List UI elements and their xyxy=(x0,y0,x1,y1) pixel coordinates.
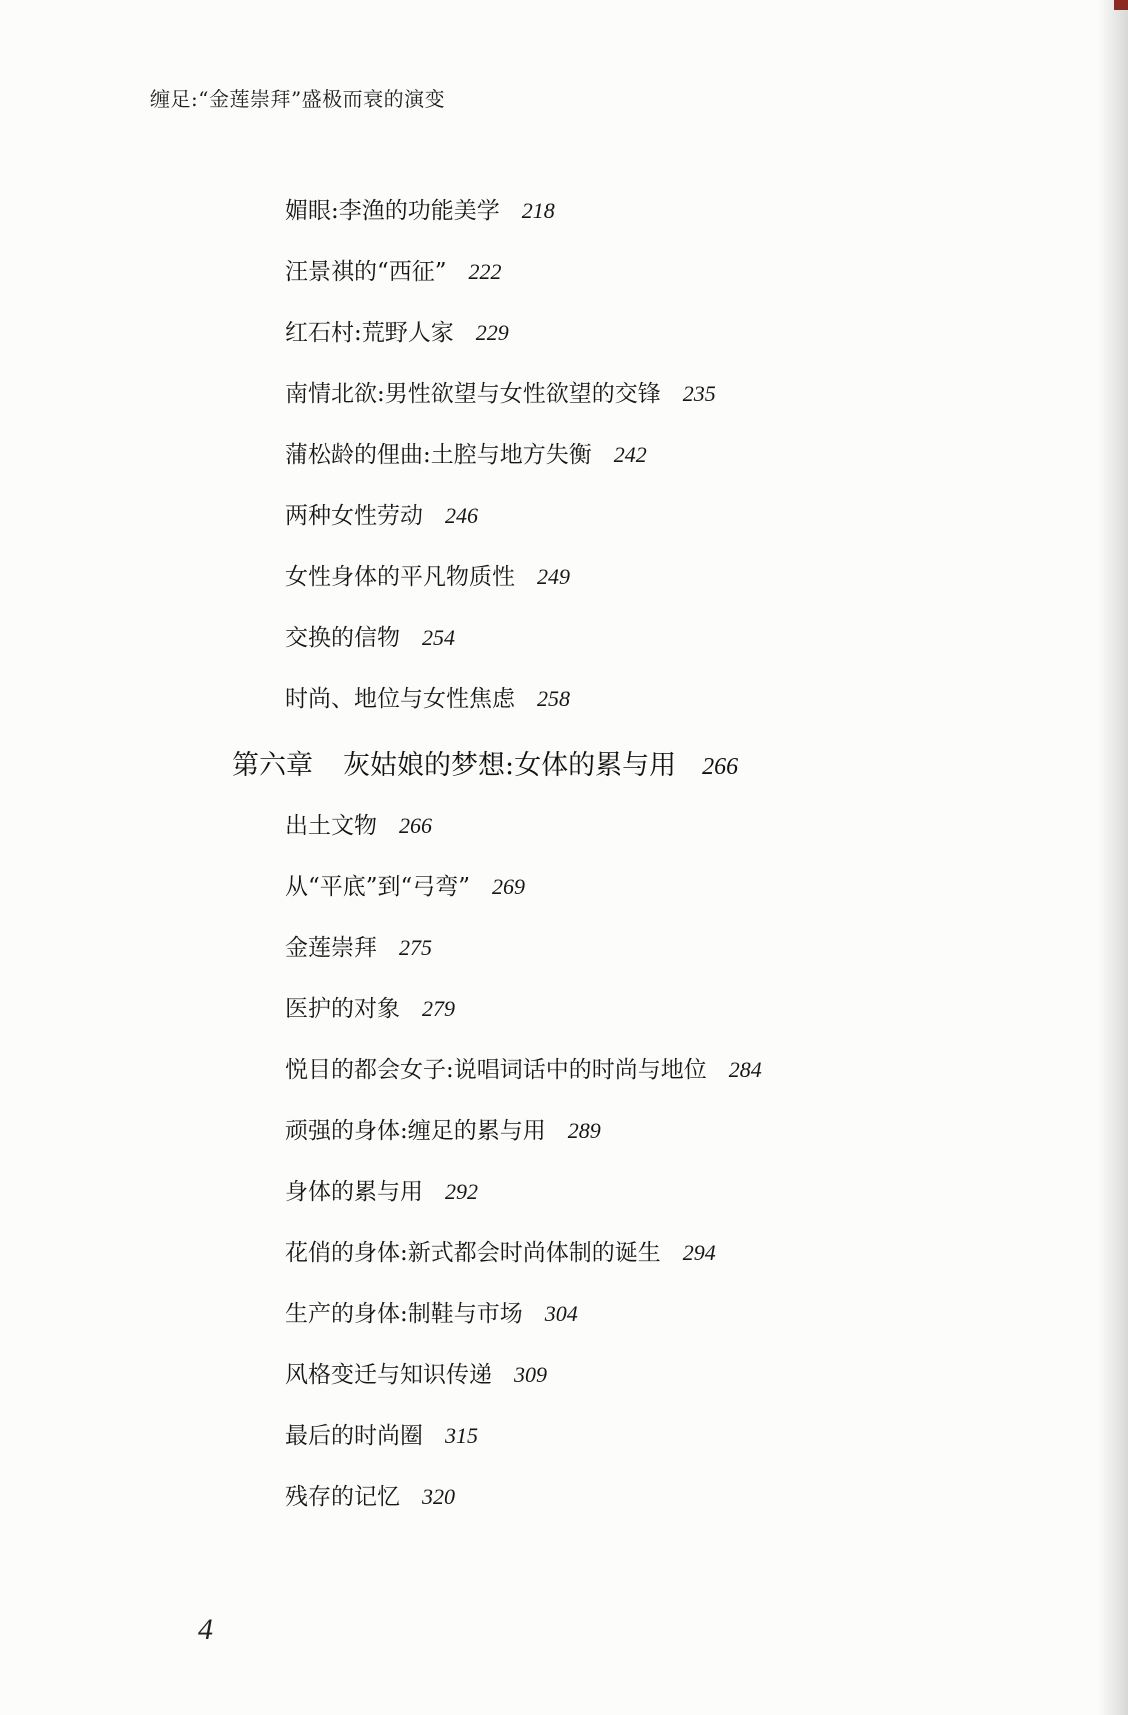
chapter-heading xyxy=(232,743,738,782)
toc-entry xyxy=(285,807,432,840)
toc-entry-page: 229 xyxy=(475,320,509,345)
toc-entry-title: 南情北欲:男性欲望与女性欲望的交锋 xyxy=(285,381,661,407)
toc-entry xyxy=(285,314,509,347)
toc-entry-page: 304 xyxy=(544,1301,578,1326)
toc-entry xyxy=(285,192,555,225)
toc-entry-page: 275 xyxy=(399,935,432,960)
toc-entry xyxy=(285,558,570,591)
toc-entry-page: 222 xyxy=(468,259,502,284)
toc-entry xyxy=(285,1051,762,1084)
toc-entry-title: 红石村:荒野人家 xyxy=(285,320,454,346)
toc-entry-page: 309 xyxy=(514,1362,547,1387)
scan-edge-mark xyxy=(1114,0,1128,10)
running-head: 缠足:“金莲崇拜”盛极而衰的演变 xyxy=(150,87,446,111)
toc-entry xyxy=(285,1173,478,1206)
toc-entry-title: 时尚、地位与女性焦虑 xyxy=(285,686,515,712)
toc-entry xyxy=(285,990,455,1023)
toc-entry-page: 292 xyxy=(445,1179,478,1204)
toc-entry-title: 风格变迁与知识传递 xyxy=(285,1362,492,1388)
toc-entry-title: 顽强的身体:缠足的累与用 xyxy=(285,1118,546,1144)
toc-entry-title: 从“平底”到“弓弯” xyxy=(285,874,471,900)
toc-entry-page: 269 xyxy=(492,874,526,899)
toc-entry xyxy=(285,375,716,408)
toc-entry xyxy=(285,868,525,901)
toc-entry-page: 294 xyxy=(682,1240,716,1265)
toc-entry xyxy=(285,1112,601,1145)
page-number: 4 xyxy=(198,1613,213,1646)
toc-entry-title: 媚眼:李渔的功能美学 xyxy=(285,198,500,224)
toc-entry-title: 生产的身体:制鞋与市场 xyxy=(285,1301,523,1327)
toc-entry-page: 266 xyxy=(399,813,432,838)
toc-entry-title: 出土文物 xyxy=(285,813,377,839)
chapter-page: 266 xyxy=(702,754,739,780)
toc-entry-page: 254 xyxy=(422,625,455,650)
toc-entry xyxy=(285,253,502,286)
toc-entry xyxy=(285,497,478,530)
toc-entry-title: 两种女性劳动 xyxy=(285,503,423,529)
toc-entry xyxy=(285,1295,578,1328)
toc-entry-page: 218 xyxy=(521,198,555,223)
toc-entry-page: 289 xyxy=(567,1118,601,1143)
toc-entry-page: 242 xyxy=(613,442,647,467)
toc-entry xyxy=(285,1417,478,1450)
toc-entry-title: 汪景祺的“西征” xyxy=(285,259,447,285)
toc-entry-title: 花俏的身体:新式都会时尚体制的诞生 xyxy=(285,1240,661,1266)
toc-entry xyxy=(285,1234,716,1267)
toc-entry-title: 金莲崇拜 xyxy=(285,935,377,961)
toc-entry-title: 身体的累与用 xyxy=(285,1179,423,1205)
chapter-title: 灰姑娘的梦想:女体的累与用 xyxy=(343,750,677,781)
toc-entry xyxy=(285,680,570,713)
toc-entry xyxy=(285,1478,455,1511)
toc-entry xyxy=(285,436,647,469)
scan-edge-shadow xyxy=(1098,0,1128,1715)
toc-entry-title: 悦目的都会女子:说唱词话中的时尚与地位 xyxy=(285,1057,707,1083)
toc-entry-page: 279 xyxy=(422,996,455,1021)
toc-entry xyxy=(285,619,455,652)
toc-entry-page: 249 xyxy=(537,564,570,589)
toc-entry xyxy=(285,1356,547,1389)
toc-entry-title: 女性身体的平凡物质性 xyxy=(285,564,515,590)
toc-entry-title: 医护的对象 xyxy=(285,996,400,1022)
toc-entry-title: 蒲松龄的俚曲:土腔与地方失衡 xyxy=(285,442,592,468)
toc-entry-page: 320 xyxy=(422,1484,455,1509)
toc-entry-page: 258 xyxy=(537,686,570,711)
chapter-number: 第六章 xyxy=(232,750,313,781)
toc-entry xyxy=(285,929,432,962)
toc-entry-page: 235 xyxy=(682,381,716,406)
toc-entry-page: 246 xyxy=(445,503,478,528)
toc-entry-title: 最后的时尚圈 xyxy=(285,1423,423,1449)
toc-entry-title: 交换的信物 xyxy=(285,625,400,651)
toc-entry-page: 315 xyxy=(445,1423,478,1448)
toc-entry-page: 284 xyxy=(728,1057,762,1082)
toc-entry-title: 残存的记忆 xyxy=(285,1484,400,1510)
